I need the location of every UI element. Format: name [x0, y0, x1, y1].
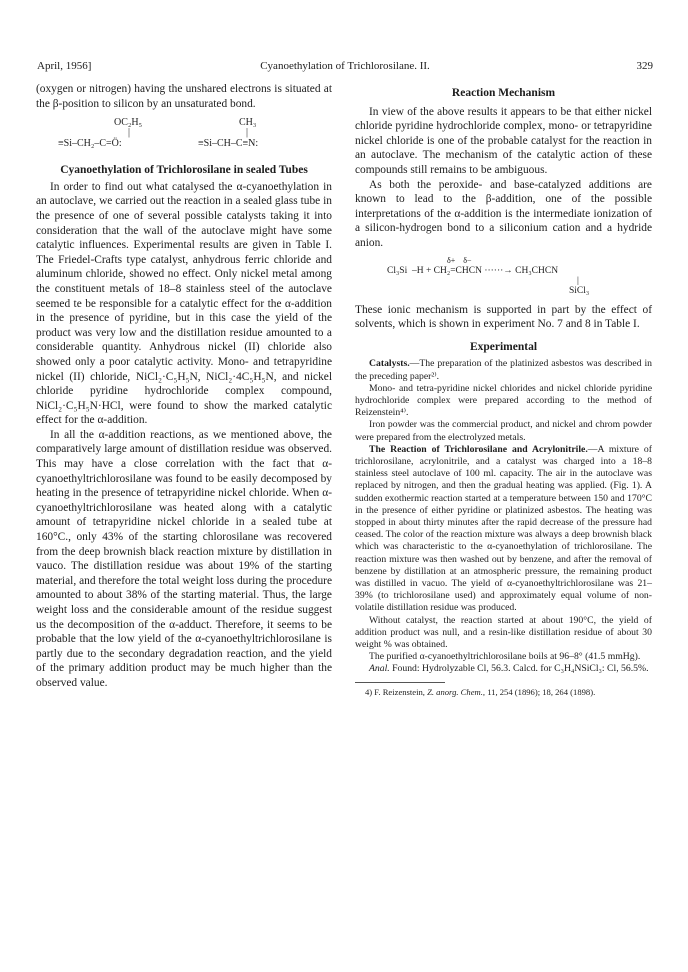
formula1-main: ≡Si–CH₂–C=Ö:	[58, 138, 122, 150]
reaction-equation: Cl₃Si –H + CH₂=CHCN ······→ CH₃CHCN	[387, 265, 559, 276]
anal-text: Found: Hydrolyzable Cl, 56.3. Calcd. for C₃H₄NSiCl₃: Cl, 56.5%.	[389, 663, 649, 675]
running-header	[37, 60, 653, 76]
reaction-text: —A mixture of trichlorosilane, acrylonitrile, and a catalyst was charged into a 18–8 stainless steel autoclave of 100 ml. capacity. The air in the autoclave was replaced by nitrogen, and then the gradual heating was applied. (Fig. 1). A sudden exothermic reaction started at a temperature between 150 and 170°C in the presence of either pyridine or platinized asbestos. The heating was stopped in about thirty minutes after the rapid decrease of the pressure had ceased. The color of the reaction mixture was always a deep brownish black which was characteristic to the α-cyanoethylation of trichlorosilane. The reaction mixture was then washed out by benzene, and after the removal of benzene by distillation at an atmospheric pressure, the remaining product was distilled in vacuo. The yield of α-cyanoethyltrichlorosilane was 21–39% (to trichlorosilane used) and approximately equal volume of non-volatile distillation residue was produced.	[355, 443, 652, 614]
footnote-volumes: , 11, 254 (1896); 18, 264 (1898).	[482, 686, 596, 697]
paragraph-reaction-procedure	[355, 444, 652, 615]
section-heading-sealed-tubes: Cyanoethylation of Trichlorosilane in sealed Tubes	[60, 164, 308, 177]
paragraph-metal-powders: Iron powder was the commercial product, and nickel and chrom powder were prepared from the electrolyzed metals.	[355, 419, 652, 443]
footnote-divider	[355, 682, 445, 683]
paragraph-pyridine-complexes: Mono- and tetra-pyridine nickel chlorides and nickel chloride pyridine hydrochloride complex were prepared according to the method of Reizenstein⁴⁾.	[355, 382, 652, 419]
reaction-label: The Reaction of Trichlorosilane and Acrylonitrile.	[369, 443, 588, 455]
paragraph-mechanism-1: In view of the above results it appears to be that either nickel chloride pyridine hydrochloride complex, mono- or tetrapyridine nickel chloride is one of the probable catalyst for the reaction in an autoclave. The mechanism of the catalytic action of these compounds still remains to be ambiguous.	[355, 105, 652, 176]
paragraph-boiling-point: The purified α-cyanoethyltrichlorosilane boils at 96–8° (41.5 mmHg).	[369, 651, 641, 663]
paragraph-intro: (oxygen or nitrogen) having the unshared electrons is situated at the β-position to silicon by an unsaturated bond.	[36, 83, 332, 110]
footnote-4	[355, 687, 652, 698]
header-title: Cyanoethylation of Trichlorosilane. II.	[260, 60, 430, 72]
reaction-product-substituent: SiCl₃	[569, 285, 590, 296]
formula2-main: ≡Si–CH–C≡N:	[198, 138, 259, 150]
paragraph-catalysts	[355, 358, 652, 382]
anal-label: Anal.	[369, 663, 390, 675]
paragraph-mechanism-2: As both the peroxide- and base-catalyzed additions are known to lead to the β-addition, one of the possible interpretations of the α-addition is the intermediate ionization of a silicon-hydrogen bond to a siliconium cation and a hydride anion.	[355, 178, 652, 249]
formula2-substituent: CH₃	[239, 117, 257, 129]
structural-formulas	[36, 117, 332, 153]
footnote-journal: Z. anorg. Chem.	[427, 686, 483, 697]
formula1-substituent: OC₂H₅	[114, 117, 143, 129]
paragraph-without-catalyst: Without catalyst, the reaction started at about 190°C, the yield of addition product was null, and a resin-like distillation residue of about 30 weight % was obtained.	[355, 614, 652, 650]
page-number: 329	[636, 60, 653, 72]
catalysts-text: —The preparation of the platinized asbestos was described in the preceding paper²⁾.	[355, 358, 652, 382]
paragraph-mechanism-3: These ionic mechanism is supported in part by the effect of solvents, which is shown in experiment No. 7 and 8 in Table I.	[355, 303, 652, 331]
paragraph-analysis	[355, 663, 652, 675]
reaction-bond: |	[577, 275, 579, 286]
formula2-bond: |	[246, 127, 249, 139]
right-column	[355, 82, 652, 698]
header-date: April, 1956]	[37, 60, 92, 72]
formula1-bond: |	[128, 127, 131, 139]
partial-charges: δ+ δ−	[447, 255, 472, 265]
paragraph-alpha-addition: In all the α-addition reactions, as we mentioned above, the comparatively large amount of distillation residue was observed. This may have a close correlation with the fact that α-cyanoethyltrichlorosilane was found to be easily decomposed by heating in the presence of tetrapyridine nickel chloride. When α-cyanoethyltrichlorosilane was heated along with a catalytic amount of tetrapyridine nickel chloride in a sealed tube at 160°C., only 43% of the starting chlorosilane was recovered from the deep brownish black reaction mixture by distillation in vauco. The distillation residue was about 19% of the starting material, and therefore the total weight loss during the procedure amounted to about 38% of the starting material. Thus, the large weight loss and the considerable amount of the residue suggest us the decomposition of the α-adduct. Therefore, it seems to be probable that the low yield of the α-cyanoethyltrichlorosilane is partly due to the secondary degradation reaction, and the yield of the primary addition product may be much higher than the observed value.	[36, 428, 332, 689]
catalysts-label: Catalysts.	[369, 358, 410, 370]
paragraph-sealed-tubes: In order to find out what catalysed the α-cyanoethylation in an autoclave, we carried out the reaction in a sealed glass tube in the presence of one of several possible catalysts taking it into consideration that the wall of the autoclave might have some catalytic influences. Experimental results are given in Table I. The Friedel-Crafts type catalyst, anhydrous ferric chloride and aluminum chloride, showed no effect. Only nickel metal among the constituent metals of 18–8 stainless steel of the autoclave seemed te be responsible for a catalytic effect for the α-addition in the presence of pyridine, but in this case the yield of the product was very low and the distillation residue amounted to a considerable quantity. Anhydrous nickel (II) chloride also showed only a poor catalytic activity. Mono- and tetrapyridine nickel (II) chloride, NiCl₂·C₅H₅N, NiCl₂·4C₅H₅N, and nickel chloride pyridine hydrochloride complex compound, NiCl₂·C₅H₅N·HCl, were found to show the marked catalytic effect for the α-addition.	[36, 180, 332, 427]
reaction-scheme	[355, 253, 652, 297]
section-heading-mechanism: Reaction Mechanism	[451, 87, 556, 99]
footnote-authors: 4) F. Reizenstein,	[365, 686, 428, 697]
left-column	[36, 82, 332, 691]
section-heading-experimental: Experimental	[469, 340, 538, 353]
